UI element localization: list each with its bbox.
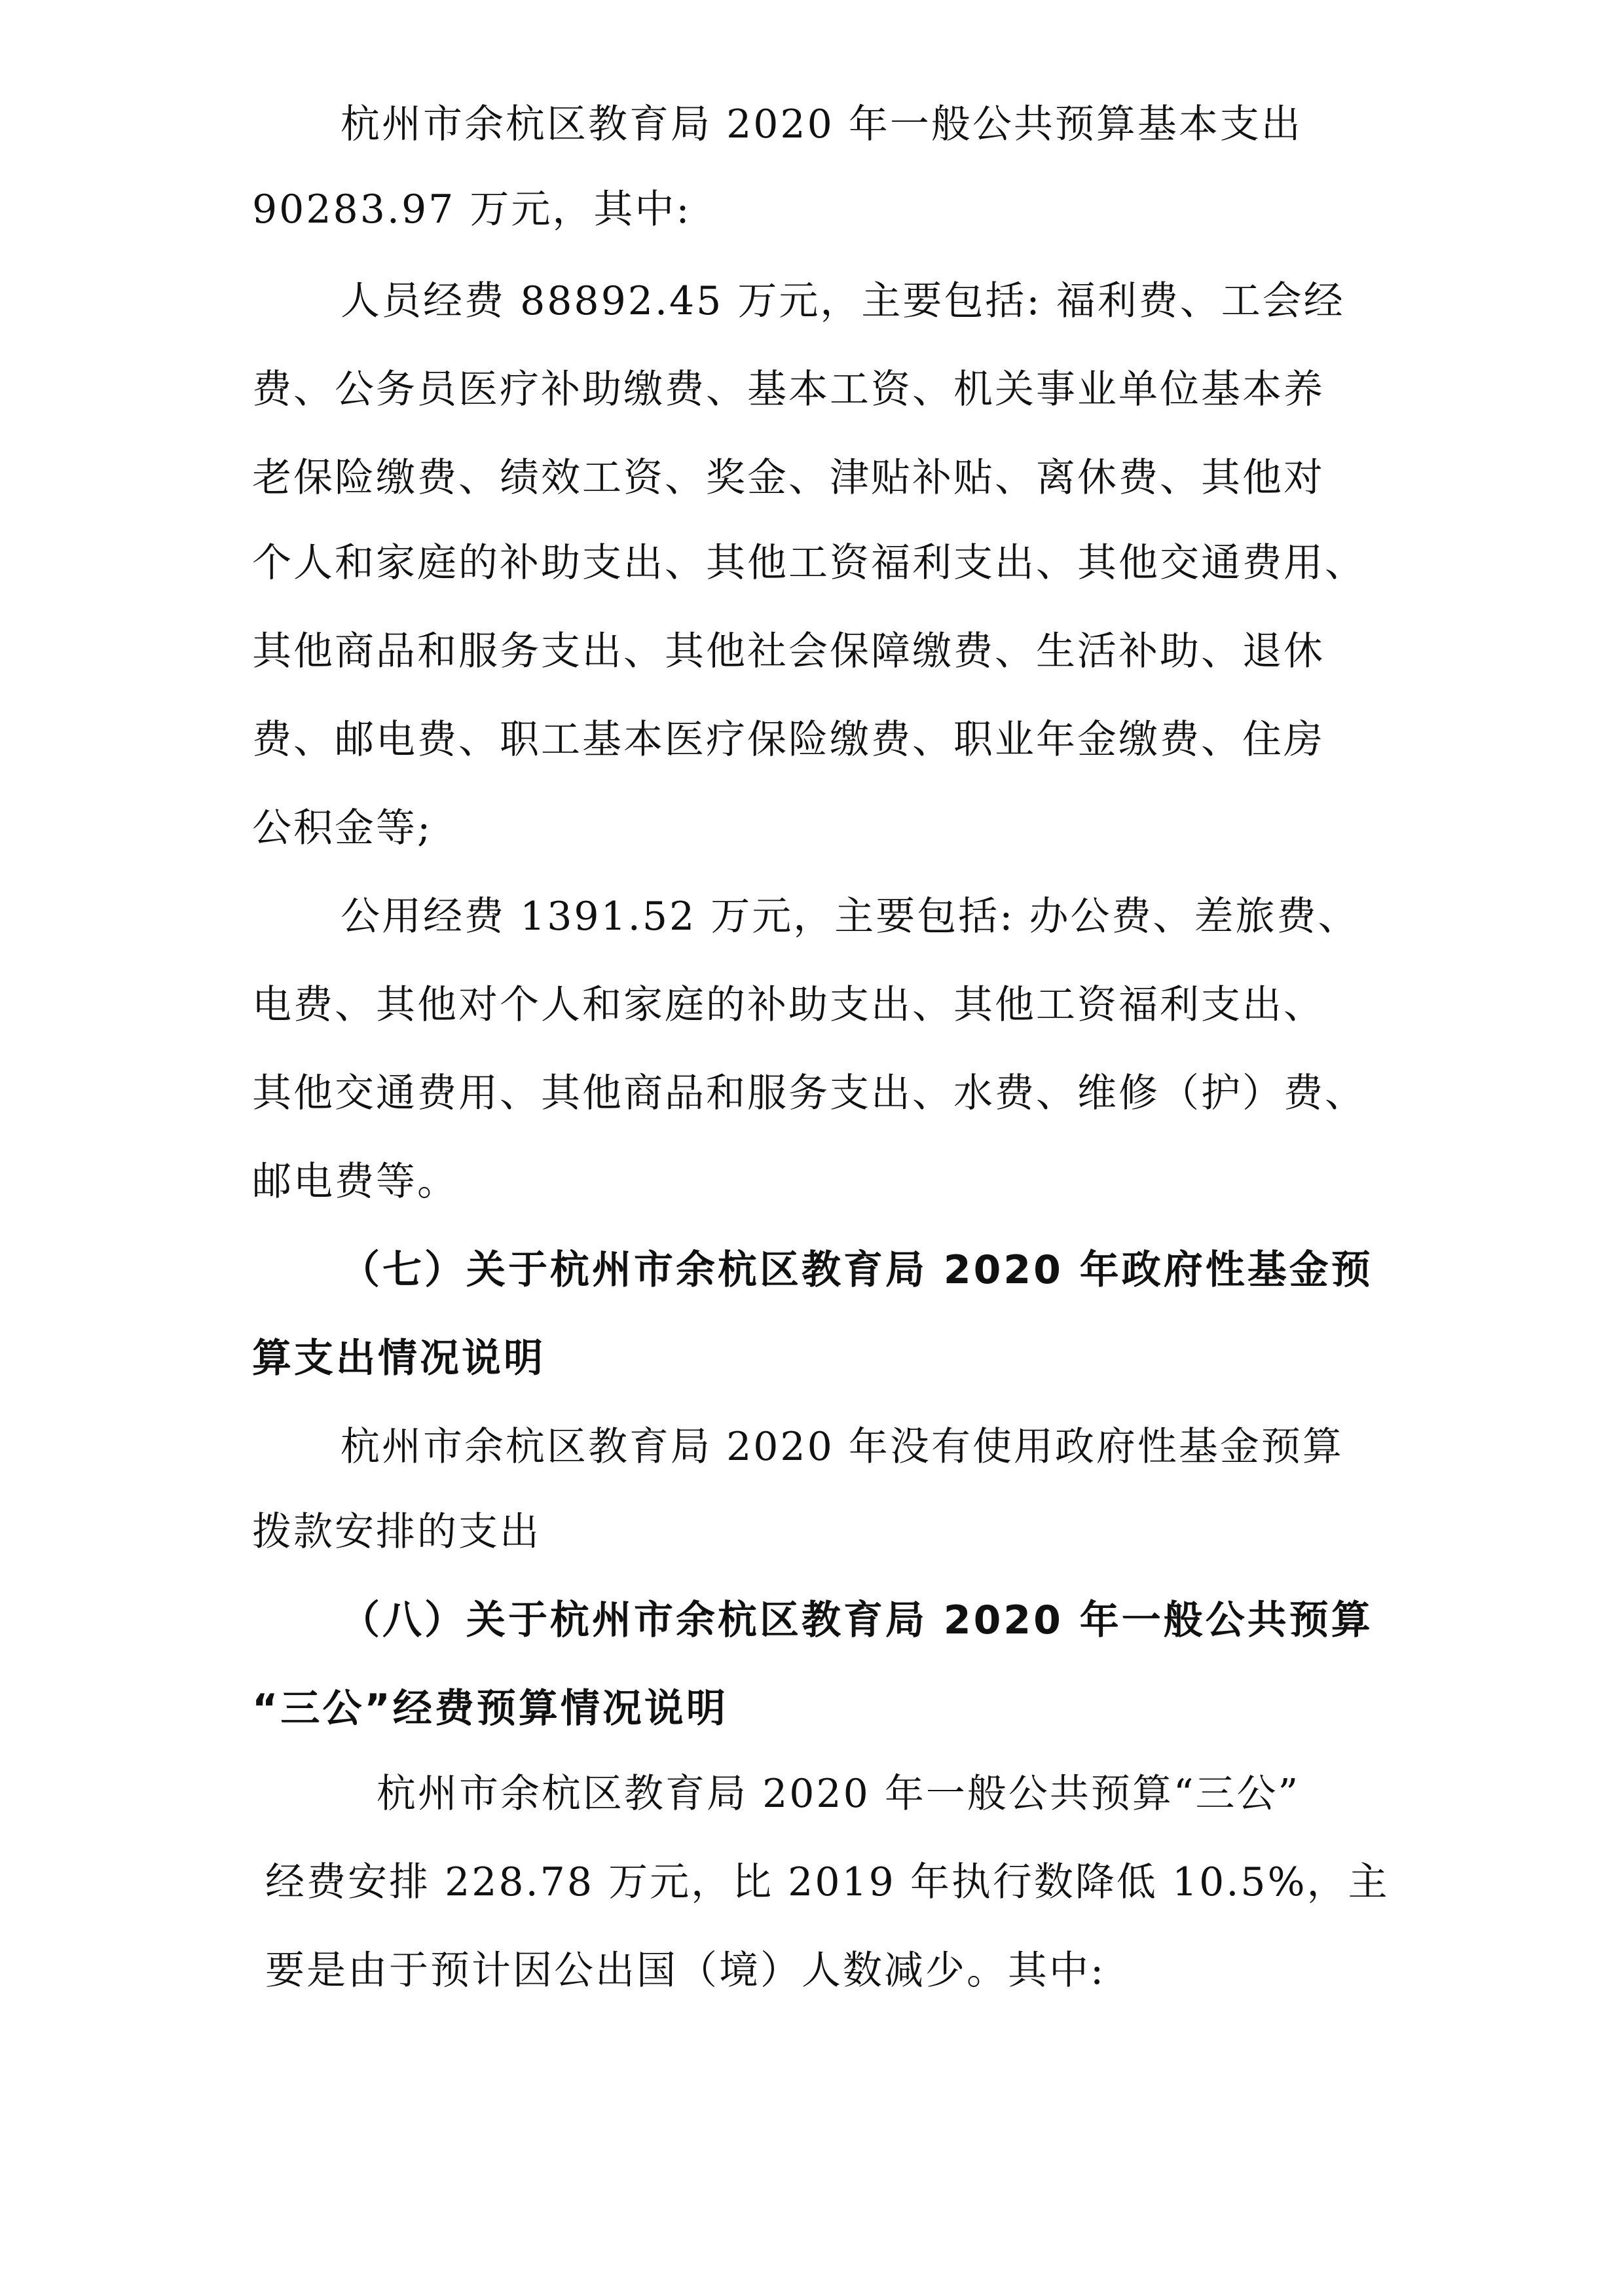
section-heading-8: （八）关于杭州市余杭区教育局 2020 年一般公共预算: [341, 1597, 1373, 1643]
text-line: 人员经费 88892.45 万元，主要包括: 福利费、工会经: [341, 278, 1345, 324]
text-line: 90283.97 万元，其中:: [252, 187, 692, 232]
text-line: 个人和家庭的补助支出、其他工资福利支出、其他交通费用、: [252, 540, 1366, 586]
text-line: 电费、其他对个人和家庭的补助支出、其他工资福利支出、: [252, 982, 1325, 1028]
text-line: 杭州市余杭区教育局 2020 年没有使用政府性基金预算: [341, 1424, 1344, 1470]
text-line: 要是由于预计因公出国（境）人数减少。其中:: [265, 1948, 1106, 1994]
text-line: 老保险缴费、绩效工资、奖金、津贴补贴、离休费、其他对: [252, 455, 1325, 501]
text-line: 邮电费等。: [252, 1159, 458, 1205]
text-line: 公用经费 1391.52 万元，主要包括: 办公费、差旅费、: [341, 894, 1359, 939]
section-heading-7: 算支出情况说明: [252, 1336, 545, 1381]
text-line: 杭州市余杭区教育局 2020 年一般公共预算基本支出: [341, 101, 1302, 147]
text-line: 经费安排 228.78 万元，比 2019 年执行数降低 10.5%，主: [265, 1859, 1390, 1905]
section-heading-7: （七）关于杭州市余杭区教育局 2020 年政府性基金预: [341, 1247, 1373, 1293]
text-line: 杭州市余杭区教育局 2020 年一般公共预算“三公”: [377, 1771, 1301, 1817]
text-line: 公积金等;: [252, 805, 433, 851]
section-heading-8: “三公”经费预算情况说明: [252, 1686, 728, 1732]
text-line: 拨款安排的支出: [252, 1509, 541, 1555]
text-line: 费、邮电费、职工基本医疗保险缴费、职业年金缴费、住房: [252, 717, 1325, 763]
text-line: 其他商品和服务支出、其他社会保障缴费、生活补助、退休: [252, 629, 1325, 674]
text-line: 其他交通费用、其他商品和服务支出、水费、维修（护）费、: [252, 1070, 1366, 1116]
text-line: 费、公务员医疗补助缴费、基本工资、机关事业单位基本养: [252, 367, 1325, 412]
